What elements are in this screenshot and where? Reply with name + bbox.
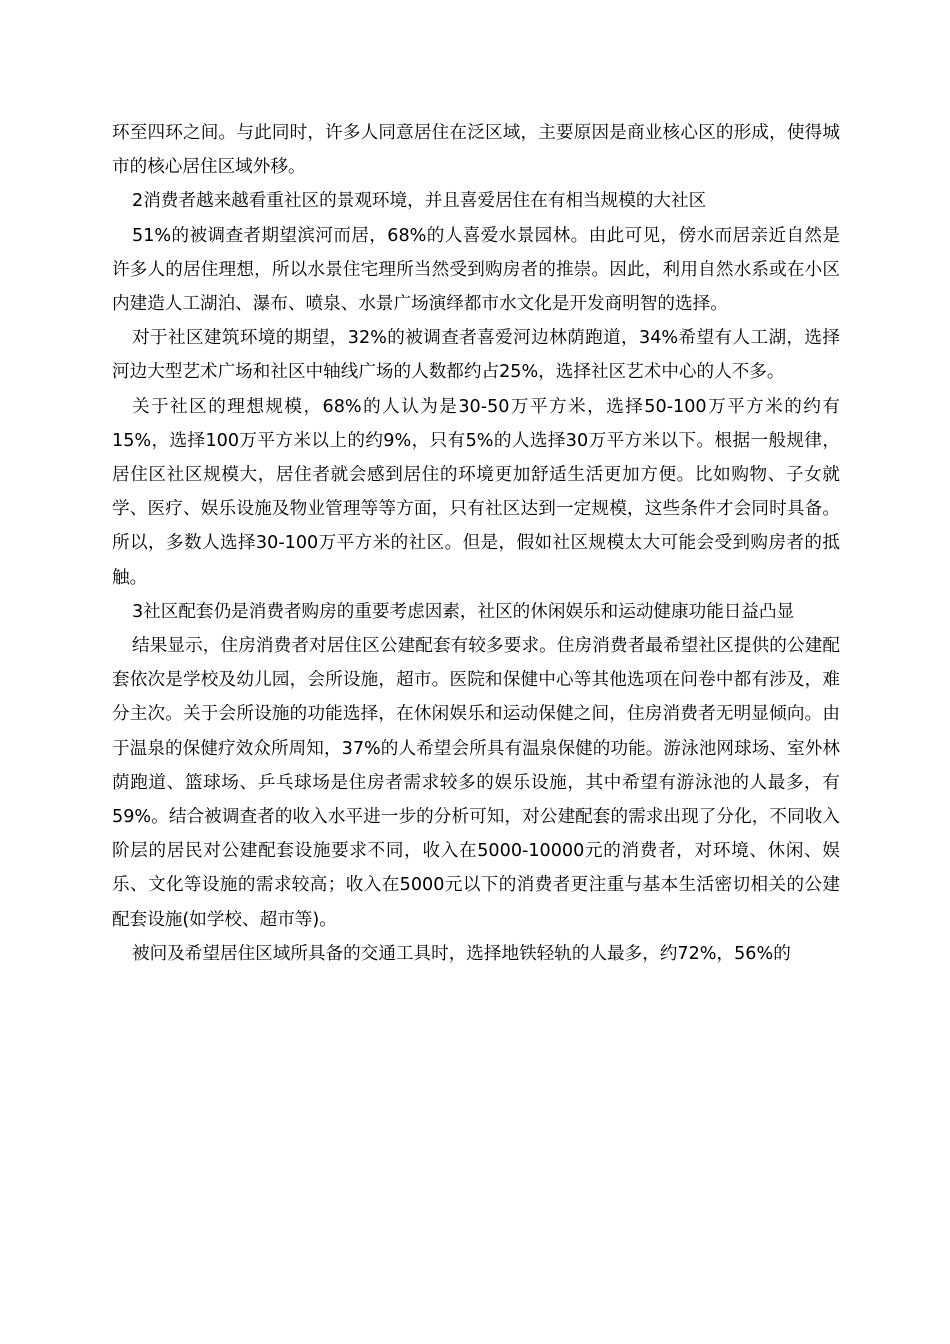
paragraph-building-environment: 对于社区建筑环境的期望，32%的被调查者喜爱河边林荫跑道，34%希望有人工湖，选择河边大型艺术广场和社区中轴线广场的人数都约占25%，选择社区艺术中心的人不多。 [112, 328, 840, 383]
document-page [112, 116, 840, 971]
section-heading-3: 3社区配套仍是消费者购房的重要考虑因素，社区的休闲娱乐和运动健康功能日益凸显 [132, 601, 795, 622]
paragraph-facilities: 结果显示，住房消费者对居住区公建配套有较多要求。住房消费者最希望社区提供的公建配套依次是学校及幼儿园，会所设施，超市。医院和保健中心等其他选项在问卷中都有涉及，难分主次。关于会所设施的功能选择，在休闲娱乐和运动保健之间，住房消费者无明显倾向。由于温泉的保健疗效众所周知，37%的人希望会所具有温泉保健的功能。游泳池网球场、室外林荫跑道、篮球场、乒乓球场是住房者需求较多的娱乐设施，其中希望有游泳池的人最多，有59%。结合被调查者的收入水平进一步的分析可知，对公建配套的需求出现了分化，不同收入阶层的居民对公建配套设施要求不同，收入在5000-10000元的消费者，对环境、休闲、娱乐、文化等设施的需求较高；收入在5000元以下的消费者更注重与基本生活密切相关的公建配套设施(如学校、超市等)。 [112, 636, 840, 930]
paragraph-community-scale: 关于社区的理想规模，68%的人认为是30-50万平方米，选择50-100万平方米的约有15%，选择100万平方米以上的约9%，只有5%的人选择30万平方米以下。根据一般规律，居住区社区规模大，居住者就会感到居住的环境更加舒适生活更加方便。比如购物、子女就学、医疗、娱乐设施及物业管理等等方面，只有社区达到一定规模，这些条件才会同时具备。所以，多数人选择30-100万平方米的社区。但是，假如社区规模太大可能会受到购房者的抵触。 [112, 396, 840, 588]
paragraph-transport: 被问及希望居住区域所具备的交通工具时，选择地铁轻轨的人最多，约72%，56%的 [132, 943, 791, 964]
paragraph-waterfront: 51%的被调查者期望滨河而居，68%的人喜爱水景园林。由此可见，傍水而居亲近自然是许多人的居住理想，所以水景住宅理所当然受到购房者的推崇。因此，利用自然水系或在小区内建造人工湖泊、瀑布、喷泉、水景广场演绎都市水文化是开发商明智的选择。 [112, 225, 840, 315]
section-heading-2: 2消费者越来越看重社区的景观环境，并且喜爱居住在有相当规模的大社区 [132, 191, 707, 212]
paragraph-continuation: 环至四环之间。与此同时，许多人同意居住在泛区域，主要原因是商业核心区的形成，使得城市的核心居住区域外移。 [112, 123, 840, 178]
